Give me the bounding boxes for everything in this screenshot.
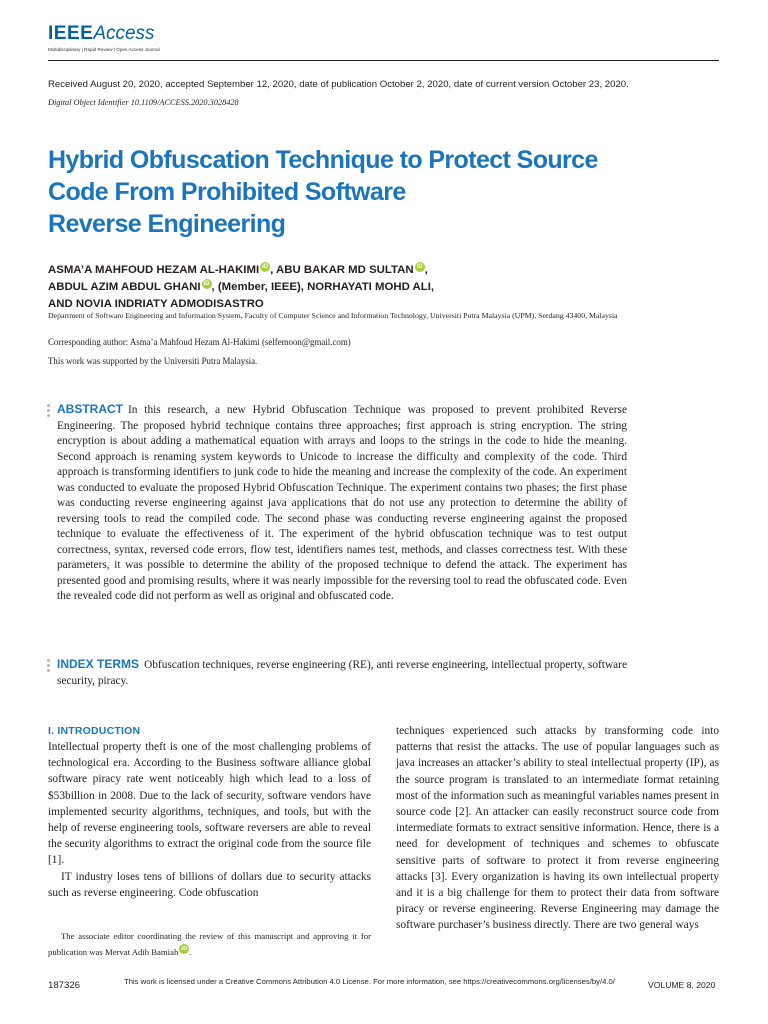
editor-footnote xyxy=(48,929,371,960)
author-line xyxy=(48,279,688,296)
index-terms-label: INDEX TERMS xyxy=(57,657,140,671)
author-name: ABDUL AZIM ABDUL GHANI xyxy=(48,281,201,293)
abstract-block xyxy=(57,402,627,605)
doi-line: Digital Object Identifier 10.1109/ACCESS.2020.3028428 xyxy=(48,98,239,107)
orcid-icon[interactable]: iD xyxy=(262,264,269,270)
journal-logo xyxy=(48,24,160,52)
journal-tagline: Multidisciplinary | Rapid Review | Open Access Journal xyxy=(48,47,160,52)
author-line xyxy=(48,262,688,279)
paper-title xyxy=(48,144,688,240)
title-line: Reverse Engineering xyxy=(48,210,286,238)
author-name: , (Member, IEEE), NORHAYATI MOHD ALI, xyxy=(211,281,435,293)
body-paragraph: Intellectual property theft is one of the most challenging problems of technological era. According to the Business software alliance global software piracy rate went noticeably high which lead to a loss of $53billion in 2008. Due to the lack of security, software vendors have implemented security algorithms, techniques, and tools, but with the help of reverse engineering tools, software reversers are able to reveal the security algorithms to extract the original code from the source file [1]. xyxy=(48,741,371,867)
author-name: ASMA’A MAHFOUD HEZAM AL-HAKIMI xyxy=(48,264,260,276)
index-terms-marker-icon xyxy=(47,659,51,674)
footnote-end: . xyxy=(189,947,192,957)
license-notice[interactable]: This work is licensed under a Creative Commons Attribution 4.0 License. For more information, see https://creativecommons.org/licenses/by/4.0/ xyxy=(124,977,615,986)
funding-note: This work was supported by the Universiti Putra Malaysia. xyxy=(48,356,258,366)
header-divider xyxy=(48,60,719,61)
journal-brand xyxy=(48,24,160,44)
author-list xyxy=(48,262,688,313)
author-name: AND NOVIA INDRIATY ADMODISASTRO xyxy=(48,298,264,310)
abstract-label: ABSTRACT xyxy=(57,402,123,416)
page-number: 187326 xyxy=(48,980,81,991)
author-separator: , xyxy=(424,264,428,276)
received-dates: Received August 20, 2020, accepted September 12, 2020, date of publication October 2, 2020, date of current version October 23, 2020. xyxy=(48,79,629,90)
title-line: Hybrid Obfuscation Technique to Protect Source xyxy=(48,146,598,174)
volume-label: VOLUME 8, 2020 xyxy=(648,980,716,990)
title-line: Code From Prohibited Software xyxy=(48,178,406,206)
corresponding-author: Corresponding author: Asma’a Mahfoud Hezam Al-Hakimi (selfemoon@gmail.com) xyxy=(48,337,351,347)
orcid-icon[interactable]: iD xyxy=(416,264,423,270)
orcid-icon[interactable]: iD xyxy=(181,946,188,952)
abstract-marker-icon xyxy=(47,404,51,419)
body-paragraph: IT industry loses tens of billions of dollars due to security attacks such as reverse engineering. Code obfuscation xyxy=(48,870,371,899)
right-column xyxy=(396,723,719,934)
section-heading: I. INTRODUCTION xyxy=(48,725,141,737)
author-name: , ABU BAKAR MD SULTAN xyxy=(270,264,414,276)
left-column xyxy=(48,723,371,901)
orcid-icon[interactable]: iD xyxy=(203,281,210,287)
brand-access: Access xyxy=(93,23,155,44)
index-terms-block xyxy=(57,657,627,689)
brand-ieee: IEEE xyxy=(48,23,94,44)
footnote-text: The associate editor coordinating the review of this manuscript and approving it for publication was Mervat Adib Bamiah xyxy=(48,931,371,957)
abstract-text: In this research, a new Hybrid Obfuscation Technique was proposed to prevent prohibited Reverse Engineering. The proposed hybrid technique contains three approaches; first approach is string encryption. The string encryption is about adding a mathematical equation with arrays and loops to the strings in the code to hide the meaning. Second approach is renaming system keywords to Unicode to increase the difficulty and complexity of the code. Third approach is transforming identifiers to junk code to hide the meaning and increase the complexity of the code. An experiment was conducted to evaluate the proposed Hybrid Obfuscation Technique. The experiment contains two phases; the first phase was conducting reverse engineering against java applications that do not use any protection to determine the ability of reversing tools to read the compiled code. The second phase was conducting reverse engineering against the proposed technique to evaluate the effectiveness of it. The experiment of the hybrid obfuscation technique was to test output correctness, syntax, reversed code errors, flow test, identifiers names test, methods, and classes correctness test. With these parameters, it was possible to determine the ability of the proposed technique to defend the attack. The experiment has presented good and promising results, where it was nearly impossible for the reversing tool to read the obfuscated code. Even the revealed code did not perform as well as original and obfuscated code. xyxy=(57,404,627,602)
body-paragraph: techniques experienced such attacks by transforming code into patterns that resist the attacks. The use of popular languages such as java increases an attacker’s ability to steal intellectual property (IP), as the source program is translated to an intermediate format retaining most of the information such as meaningful variables names present in source code [2]. An attacker can easily reconstruct source code from intermediate formats to extract sensitive information. Hence, there is a need for development of techniques and schemes to obfuscate sensitive parts of software to protect it from reverse engineering attacks [3]. Every organization is having its own intellectual property and it is a big challenge for them to protect their data from software piracy or reverse engineering. Reverse Engineering may damage the software purchaser’s business directly. There are two general ways xyxy=(396,725,719,932)
index-terms-text: Obfuscation techniques, reverse engineering (RE), anti reverse engineering, intellectual property, software security, piracy. xyxy=(57,659,627,687)
affiliation: Department of Software Engineering and Information System, Faculty of Computer Science and Information Technology, Universiti Putra Malaysia (UPM), Serdang 43400, Malaysia xyxy=(48,311,618,320)
